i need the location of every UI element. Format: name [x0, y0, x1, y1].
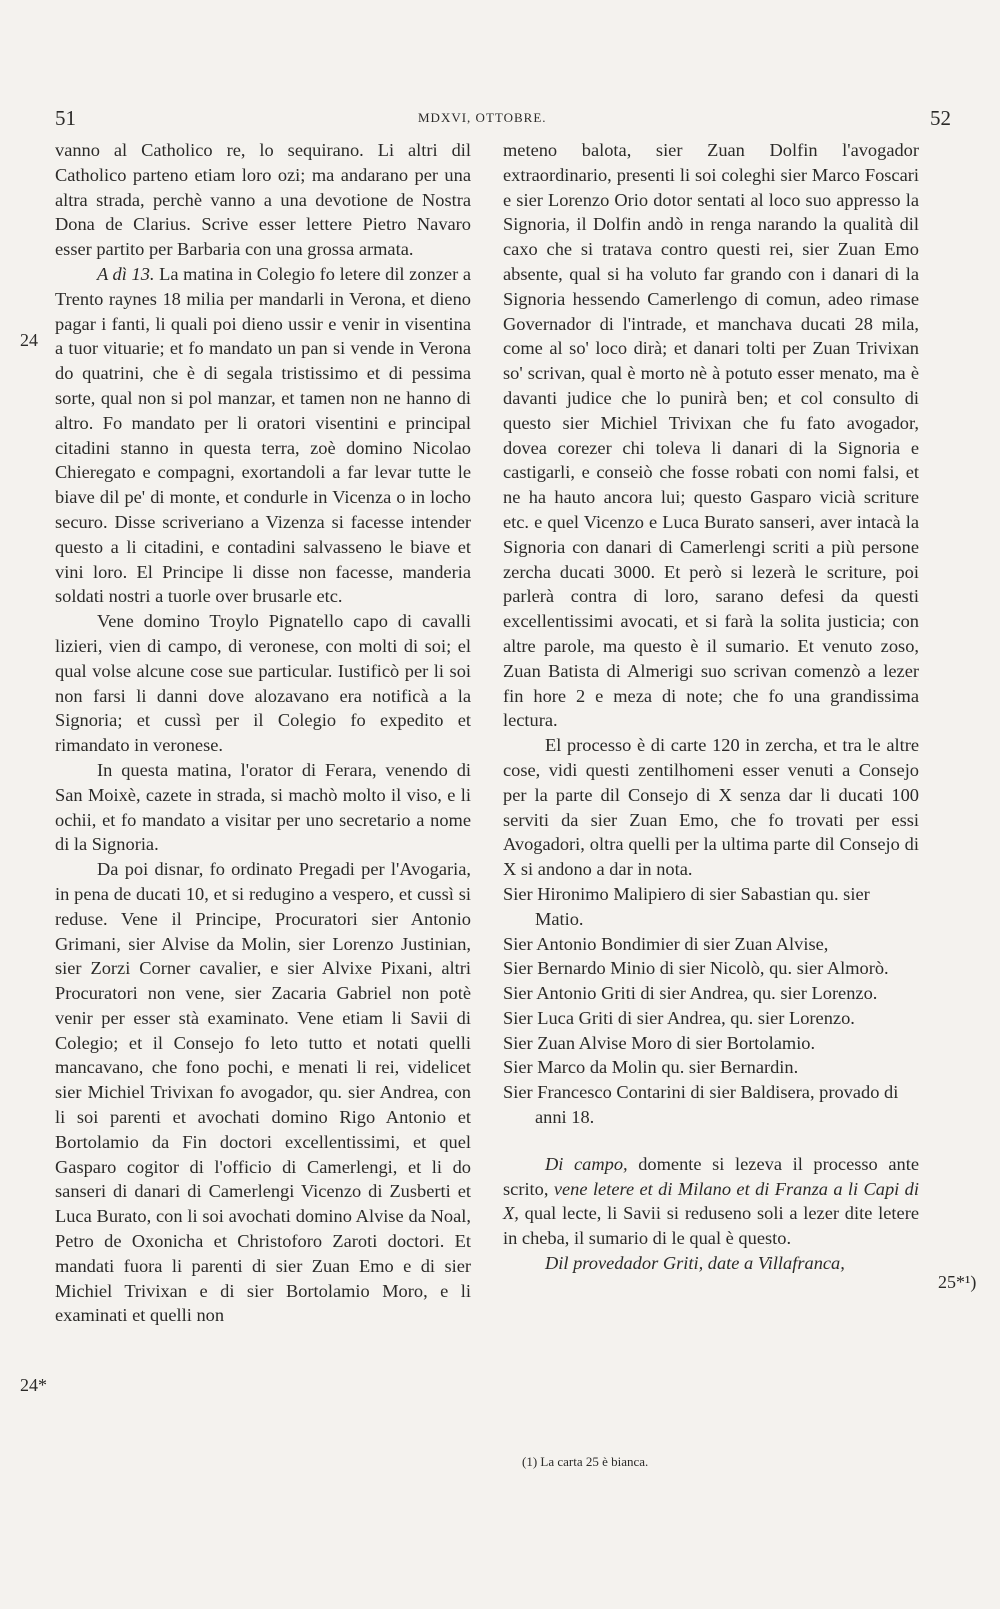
list-item: Sier Luca Griti di sier Andrea, qu. sier Lorenzo. — [503, 1007, 855, 1028]
right-column — [503, 138, 919, 1276]
margin-note: 25*¹) — [938, 1272, 977, 1292]
paragraph: In questa matina, l'orator di Ferara, venendo di San Moixè, cazete in strada, si machò molto il viso, e li ochii, et fo mandato a visitar per uno secretario a nome di la Signoria. — [55, 759, 471, 855]
footnote: (1) La carta 25 è bianca. — [522, 1454, 649, 1469]
paragraph — [55, 262, 471, 609]
list-item: Sier Francesco Contarini di sier Baldisera, provado di anni 18. — [503, 1082, 899, 1128]
running-header: MDXVI, OTTOBRE. — [418, 110, 547, 125]
paragraph: meteno balota, sier Zuan Dolfin l'avogador extraordinario, presenti li soi coleghi sier Marco Foscari e sier Lorenzo Orio dotor sentati al loco suo appresso la Signoria, il Dolfin andò in renga narando la qualità dil caxo che si tratava contro questi rei, sier Zuan Emo absente, qual si ha voluto far grando con i danari di la Signoria hessendo Camerlengo di comun, adeo rimase Governador di l'intrade, et manchava ducati 28 mila, come al so' loco dirà; et danari tolti per Zuan Trivixan so' scrivan, qual è morto nè à potuto esser menato, ma è davanti judice che lo punirà ben; et col consulto di questo sier Michiel Trivixan che fu fato avogador, dovea corezer chi toleva li danari di la Signoria e castigarli, e conseiò che fosse robati con nomi falsi, et ne ha hauto ancora lui; questo Gasparo vicià scriture etc. e quel Vicenzo e Luca Burato sanseri, aver intacà la Signoria con danari di Camerlengi scriti a più persone zercha ducati 3000. Et però si lezerà le scriture, poi parlerà contra di loro, sarano defesi da questi excellentissimi avocati, et si farà la solita justicia; con altre parole, ma questo è il sumario. Et venuto zoso, Zuan Batista di Almerigi suo scrivan comenzò a lezer fin hore 2 e meza di note; che fo una grandissima lectura. — [503, 140, 919, 731]
paragraph — [503, 1251, 919, 1276]
paragraph: vanno al Catholico re, lo sequirano. Li altri dil Catholico parteno etiam loro ozi; ma andarano per una altra strada, perchè vanno a una devotione de Nostra Dona de Clarius. Scrive esser lettere Pietro Navaro esser partito per Barbaria con una grossa armata. — [55, 140, 471, 260]
page-number-right: 52 — [930, 106, 951, 130]
list-item: Sier Zuan Alvise Moro di sier Bortolamio. — [503, 1032, 816, 1053]
paragraph-text: domente si lezeva il processo ante scrito, — [503, 1153, 919, 1199]
list-item: Sier Bernardo Minio di sier Nicolò, qu. sier Almorò. — [503, 958, 889, 979]
list-item: Sier Hironimo Malipiero di sier Sabastian qu. sier Matio. — [503, 883, 870, 929]
date-heading: A dì 13. — [97, 263, 155, 284]
paragraph: Da poi disnar, fo ordinato Pregadi per l'Avogaria, in pena de ducati 10, et si redugino a vespero, et cussì si reduse. Vene il Principe, Procuratori sier Antonio Grimani, sier Alvise da Molin, sier Lorenzo Justinian, sier Zorzi Corner cavalier, e sier Alvixe Pixani, altri Procuratori non vene, sier Zacaria Gabriel non potè venir per esser stà examinato. Vene etiam li Savii di Colegio; et il Consejo fo leto tutto et notati quelli mancavano, che fono pochi, e menati li rei, videlicet sier Michiel Trivixan fo avogador, qu. sier Andrea, con li soi parenti et avochati domino Rigo Antonio et Bortolamio da Fin doctori excellentissimi, et quel Gasparo cogitor di l'officio di Camerlengi, et li do sanseri di danari di Camerlengi Vicenzo di Zusberti et Luca Burato, con li soi avochati domino Alvise da Noal, Petro de Oxonicha et Christoforo Zaroti doctori. Et mandati fuora li parenti di sier Zuan Emo e di sier Michiel Trivixan e di sier Bortolamio Moro, e li examinati et quelli non — [55, 859, 471, 1326]
name-list — [503, 882, 919, 1130]
paragraph-text: La matina in Colegio fo letere dil zonzer a Trento raynes 18 milia per mandarli in Verona, et dieno pagar i fanti, li quali poi dieno ussir e venir in visentina a tuor vituarie; et fo mandato un pan si vende in Verona do quatrini, che è di segala tristissimo et di pessima sorte, qual non si pol manzar, et tamen non ne hanno di altro. Fo mandato per li oratori visentini e principal citadini stanno in questa terra, zoè domino Nicolao Chieregato e compagni, exortandoli a far levar tutte le biave dil pe' di monte, et condurle in Vicenza o in locho securo. Disse scriveriano a Vizenza si facesse intender questo a li citadini, e contadini salvasseno le biave et vini loro. El Principe li disse non facesse, manderia soldati nostri a tuorle over brusarle etc. — [55, 263, 471, 607]
section-heading: Di campo, — [545, 1153, 628, 1174]
list-item: Sier Marco da Molin qu. sier Bernardin. — [503, 1057, 799, 1078]
margin-note: 24* — [20, 1375, 47, 1395]
paragraph: Vene domino Troylo Pignatello capo di cavalli lizieri, vien di campo, di veronese, con molti di soi; el qual volse alcune cose sue particular. Iustificò per li soi non farsi li danni dove alozavano era notificà a la Signoria; et cussì per il Colegio fo expedito et rimandato in veronese. — [55, 611, 471, 756]
list-item: Sier Antonio Bondimier di sier Zuan Alvise, — [503, 933, 829, 954]
left-column — [55, 138, 471, 1328]
page-number-left: 51 — [55, 106, 76, 130]
paragraph: El processo è di carte 120 in zercha, et tra le altre cose, vidi questi zentilhomeni esser venuti a Consejo per la parte dil Consejo di X senza dar li ducati 100 serviti da sier Zuan Emo, che fo trovati per essi Avogadori, oltra quelli per la ultima parte dil Consejo di X si andono a dar in nota. — [503, 735, 919, 880]
paragraph — [503, 1152, 919, 1251]
margin-note: 24 — [20, 330, 38, 350]
emphasis: vene letere et di Milano et di Franza a li Capi di X, — [503, 1178, 919, 1224]
section-heading: Dil provedador Griti, date a Villafranca, — [545, 1253, 845, 1274]
list-item: Sier Antonio Griti di sier Andrea, qu. sier Lorenzo. — [503, 983, 878, 1004]
paragraph-text: qual lecte, li Savii si reduseno soli a lezer dite letere in cheba, il sumario di le qual è questo. — [503, 1203, 919, 1249]
